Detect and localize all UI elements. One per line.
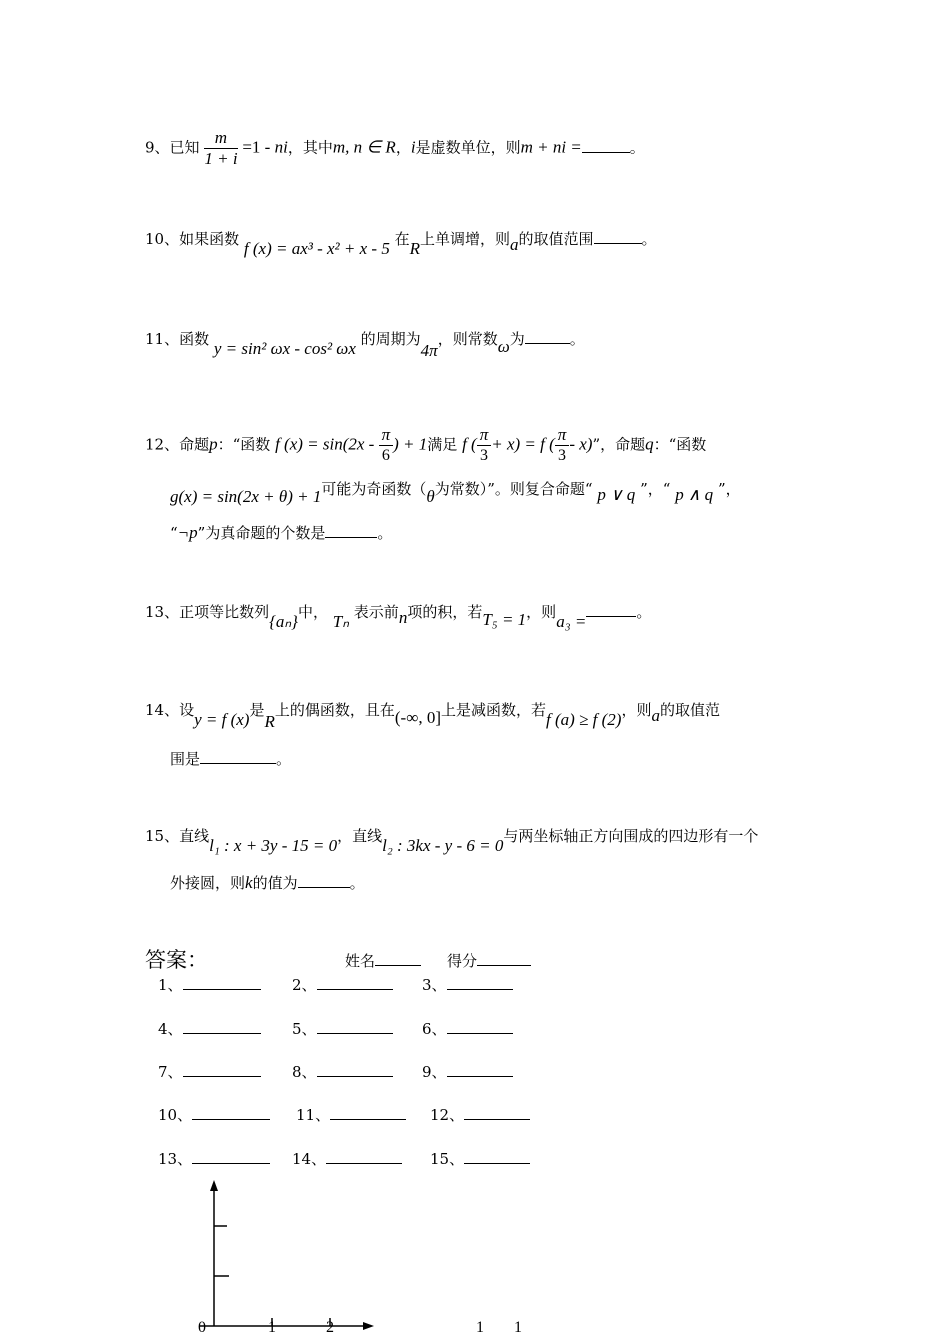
question-9: 9、已知 $\frac{m}{1 + i}$ =1 - ni，其中m, n ∈ R，i是虚数单位，则m + ni = 。 xyxy=(145,128,645,168)
answer-item-15: 15、 xyxy=(430,1148,530,1169)
answer-blank[interactable] xyxy=(582,151,630,153)
question-12: 12、命题p：“函数 f (x) = sin(2x - $\frac{\pi}{6}$ ) + 1满足 f ( $\frac{\pi}{3}$ + x) = f ( $\frac{\pi}{3}$ - x)”，命题q：“函数 xyxy=(145,425,707,464)
answer-item-6: 6、 xyxy=(422,1018,513,1039)
score-blank[interactable] xyxy=(477,964,531,966)
x-axis-arrow xyxy=(363,1322,374,1330)
stray-label: 1 xyxy=(476,1319,484,1336)
name-blank[interactable] xyxy=(375,964,421,966)
stray-label: 1 xyxy=(514,1319,522,1336)
answer-item-12: 12、 xyxy=(430,1104,530,1125)
answer-title: 答案： xyxy=(145,948,208,972)
answer-blank[interactable] xyxy=(325,536,377,538)
y-axis-arrow xyxy=(210,1180,218,1191)
q9-fraction: $\frac{m}{1 + i}$ xyxy=(204,128,238,168)
q10-function: f (x) = ax³ - x² + x - 5 xyxy=(243,239,390,258)
question-15: 15、直线l₁ : x + 3y - 15 = 0，直线l₂ : 3kx - y - 6 = 0与两坐标轴正方向围成的四边形有一个 xyxy=(145,827,759,855)
question-11: 11、函数 y = sin² ωx - cos² ωx 的周期为4π，则常数ω为 。 xyxy=(145,330,585,360)
origin-label: 0 xyxy=(198,1319,206,1336)
answer-item-14: 14、 xyxy=(292,1148,402,1169)
answer-item-3: 3、 xyxy=(422,974,513,995)
answer-item-5: 5、 xyxy=(292,1018,393,1039)
question-10: 10、如果函数 f (x) = ax³ - x² + x - 5 在R上单调增，则a的取值范围 。 xyxy=(145,230,657,258)
question-13: 13、正项等比数列{aₙ}中， Tₙ 表示前n项的积，若T₅ = 1，则a₃ = 。 xyxy=(145,603,652,631)
answer-item-10: 10、 xyxy=(158,1104,270,1125)
answer-blank[interactable] xyxy=(525,342,570,344)
answer-item-11: 11、 xyxy=(296,1104,406,1125)
answer-blank[interactable] xyxy=(200,762,276,764)
coordinate-axes xyxy=(0,1174,950,1344)
x-tick-label: 1 xyxy=(268,1319,276,1336)
answer-item-13: 13、 xyxy=(158,1148,270,1169)
answer-item-4: 4、 xyxy=(158,1018,261,1039)
question-12-line-2: g(x) = sin(2x + θ) + 1可能为奇函数（θ为常数）”。则复合命题“ p ∨ q ”，“ p ∧ q ”， xyxy=(170,480,741,506)
question-15-line-2: 外接圆，则k的值为 。 xyxy=(170,873,365,892)
answer-item-2: 2、 xyxy=(292,974,393,995)
answer-item-9: 9、 xyxy=(422,1061,513,1082)
score-field: 得分 xyxy=(447,950,531,971)
answer-blank[interactable] xyxy=(298,886,350,888)
x-tick-label: 2 xyxy=(326,1319,334,1336)
question-14-line-2: 围是 。 xyxy=(170,750,292,768)
question-12-line-3: “¬p”为真命题的个数是 。 xyxy=(170,523,393,542)
name-field: 姓名 xyxy=(345,950,421,971)
q9-number: 9、 xyxy=(145,138,170,157)
q11-function: y = sin² ωx - cos² ωx xyxy=(213,339,356,358)
answer-blank[interactable] xyxy=(586,615,636,617)
answer-item-7: 7、 xyxy=(158,1061,261,1082)
answer-blank[interactable] xyxy=(594,242,642,244)
answer-item-8: 8、 xyxy=(292,1061,393,1082)
answer-item-1: 1、 xyxy=(158,974,261,995)
question-14: 14、设y = f (x)是R上的偶函数，且在(-∞, 0]上是减函数，若f (a) ≥ f (2)，则a的取值范 xyxy=(145,701,720,731)
